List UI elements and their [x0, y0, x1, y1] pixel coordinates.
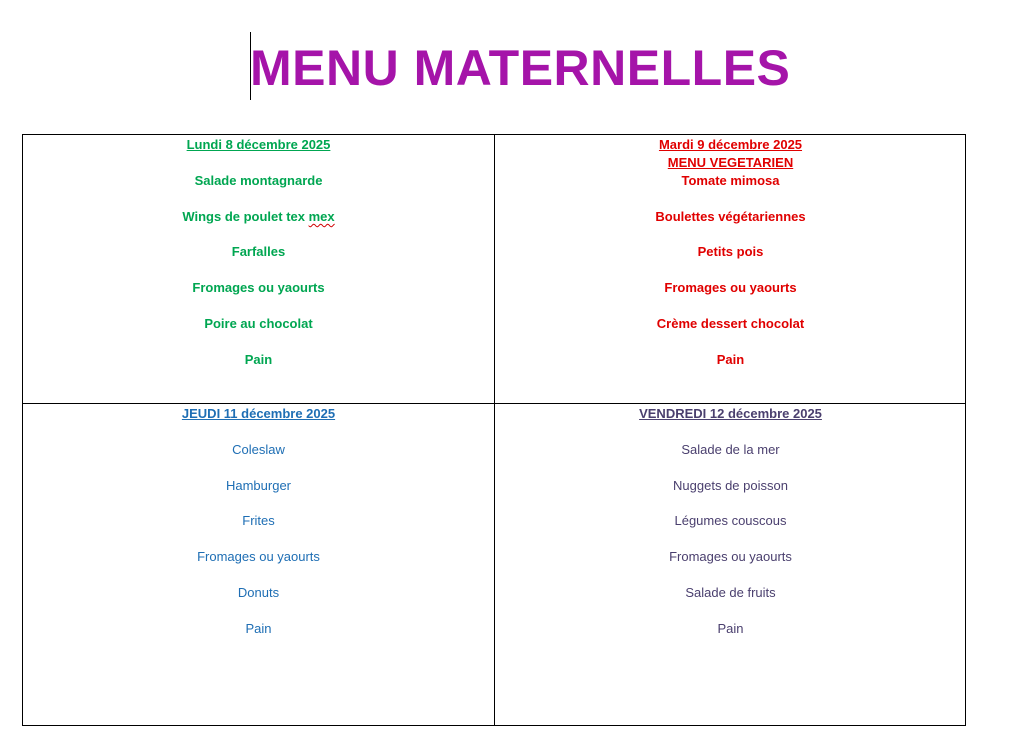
page-title: MENU MATERNELLES: [250, 40, 791, 96]
menu-item: Fromages ou yaourts: [669, 549, 792, 564]
menu-item: Crème dessert chocolat: [656, 316, 805, 331]
menu-item: Hamburger: [225, 478, 292, 493]
menu-table: [22, 134, 966, 726]
menu-item: Donuts: [237, 585, 280, 600]
menu-item: Pain: [717, 621, 744, 636]
day-heading: Mardi 9 décembre 2025: [658, 137, 803, 152]
menu-item: Poire au chocolat: [204, 316, 313, 331]
menu-item: Légumes couscous: [674, 513, 787, 528]
menu-item: Tomate mimosa: [681, 173, 780, 188]
menu-item: Salade montagnarde: [194, 173, 323, 188]
menu-item: Nuggets de poisson: [673, 478, 788, 493]
menu-item: Petits pois: [697, 244, 764, 259]
menu-item: Fromages ou yaourts: [192, 280, 325, 295]
day-heading: Lundi 8 décembre 2025: [186, 137, 331, 152]
menu-item: Pain: [245, 621, 272, 636]
day-heading: VENDREDI 12 décembre 2025: [639, 406, 822, 421]
menu-item: Frites: [242, 513, 275, 528]
day-subheading: MENU VEGETARIEN: [667, 155, 794, 170]
menu-item: Pain: [244, 352, 273, 367]
menu-item: Coleslaw: [232, 442, 285, 457]
menu-item: Pain: [716, 352, 745, 367]
menu-cell-monday: [23, 135, 494, 403]
menu-item: Fromages ou yaourts: [664, 280, 797, 295]
menu-cell-tuesday: [495, 135, 966, 403]
menu-item: Fromages ou yaourts: [197, 549, 320, 564]
menu-item: Wings de poulet tex mex: [182, 209, 335, 224]
menu-cell-friday: [495, 404, 966, 725]
menu-item: Farfalles: [231, 244, 286, 259]
menu-item: Salade de la mer: [681, 442, 780, 457]
menu-item: Boulettes végétariennes: [655, 209, 806, 224]
menu-cell-thursday: [23, 404, 494, 725]
menu-item: Salade de fruits: [685, 585, 776, 600]
day-heading: JEUDI 11 décembre 2025: [181, 406, 336, 421]
